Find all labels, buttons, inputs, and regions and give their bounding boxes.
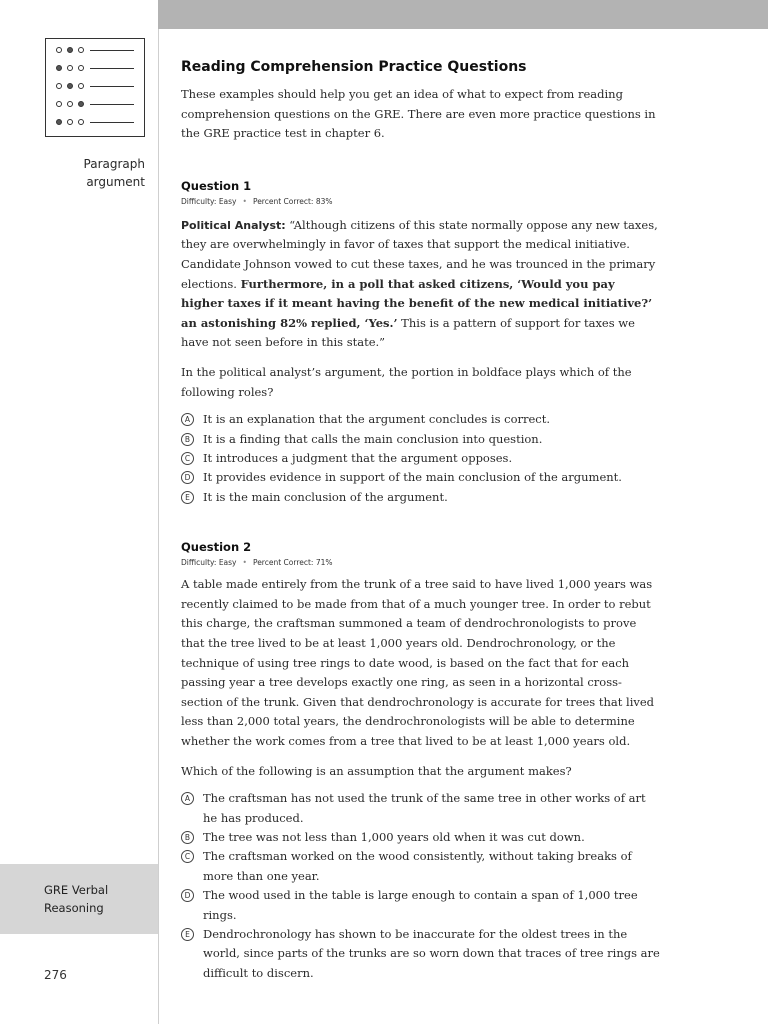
- choice-circle-icon: A: [181, 413, 194, 426]
- icon-row: [56, 118, 136, 128]
- question-prompt: Which of the following is an assumption that the argument makes?: [181, 763, 572, 778]
- icon-row: [56, 82, 136, 92]
- choice-circle-icon: C: [181, 452, 194, 465]
- question-passage: Political Analyst: “Although citizens of this state normally oppose any new taxes, they are overwhelmingly in favor of taxes that support the medical initiative. Candidate Johnson vowed to cut these taxes, and he was trounced in the primary elections. Furthermore, in a poll that asked citizens, ‘Would you pay higher taxes if it meant having the benefit of the new medical initiative?’ an astonishing 82% replied, ‘Yes.’ This is a pattern of support for taxes we have not seen before in this state.”: [181, 217, 658, 350]
- answer-choice[interactable]: A It is an explanation that the argument concludes is correct.: [181, 410, 661, 429]
- boldface-portion: Furthermore, in a poll that asked citizens, ‘Would you pay higher taxes if it meant having the benefit of the new medical initiative?’ an astonishing 82% replied, ‘Yes.’: [181, 276, 653, 330]
- section-label: Paragraph argument: [83, 157, 145, 189]
- question-heading: Question 1: [181, 178, 252, 193]
- answer-choice[interactable]: E Dendrochronology has shown to be inaccurate for the oldest trees in the world, since parts of the trunks are so worn down that traces of tree rings are difficult to discern.: [181, 925, 661, 983]
- question-prompt: In the political analyst’s argument, the portion in boldface plays which of the following roles?: [181, 364, 632, 399]
- answer-choice[interactable]: D It provides evidence in support of the main conclusion of the argument.: [181, 468, 661, 487]
- choice-circle-icon: E: [181, 928, 194, 941]
- chapter-tab-line: Reasoning: [44, 901, 104, 915]
- answer-choice[interactable]: C The craftsman worked on the wood consistently, without taking breaks of more than one year.: [181, 847, 661, 886]
- choice-circle-icon: B: [181, 433, 194, 446]
- paragraph-argument-icon: [45, 38, 145, 137]
- question-2: [181, 539, 661, 983]
- answer-choice[interactable]: C It introduces a judgment that the argument opposes.: [181, 449, 661, 468]
- answer-choices: [181, 410, 661, 507]
- header-bar: [158, 0, 768, 29]
- choice-circle-icon: D: [181, 889, 194, 902]
- question-heading: Question 2: [181, 540, 252, 555]
- answer-choice[interactable]: D The wood used in the table is large enough to contain a span of 1,000 tree rings.: [181, 886, 661, 925]
- choice-circle-icon: C: [181, 850, 194, 863]
- choice-circle-icon: A: [181, 792, 194, 805]
- icon-row: [56, 46, 136, 56]
- page-number: 276: [44, 968, 67, 982]
- answer-choices: [181, 789, 661, 983]
- icon-row: [56, 100, 136, 110]
- question-passage: A table made entirely from the trunk of a tree said to have lived 1,000 years was recently claimed to be made from that of a much younger tree. In order to rebut this charge, the craftsman summoned a team of dendrochronologists to prove that the tree lived to be at least 1,000 years old. Dendrochronology, or the technique of using tree rings to date wood, is based on the fact that for each passing year a tree develops exactly one ring, as seen in a horizontal cross-section of the trunk. Given that dendrochronology is accurate for trees that lived less than 2,000 total years, the dendrochronologists will be able to determine whether the work comes from a tree that lived to be at least 1,000 years old.: [181, 577, 655, 748]
- page-title: Reading Comprehension Practice Questions: [181, 59, 527, 75]
- choice-circle-icon: D: [181, 471, 194, 484]
- choice-circle-icon: E: [181, 491, 194, 504]
- choice-circle-icon: B: [181, 831, 194, 844]
- question-1: [181, 178, 661, 507]
- answer-choice[interactable]: B The tree was not less than 1,000 years old when it was cut down.: [181, 828, 661, 847]
- intro-paragraph: These examples should help you get an idea of what to expect from reading comprehension questions on the GRE. There are even more practice questions in the GRE practice test in chapter 6.: [181, 87, 656, 141]
- speaker-label: Political Analyst:: [181, 218, 286, 232]
- answer-choice[interactable]: A The craftsman has not used the trunk of the same tree in other works of art he has produced.: [181, 789, 661, 828]
- icon-row: [56, 64, 136, 74]
- chapter-tab: [0, 864, 158, 934]
- main-content: [181, 55, 661, 983]
- answer-choice[interactable]: E It is the main conclusion of the argument.: [181, 488, 661, 507]
- question-meta: Difficulty: Easy • Percent Correct: 71%: [181, 558, 333, 568]
- chapter-tab-line: GRE Verbal: [44, 883, 109, 897]
- sidebar-divider: [158, 29, 159, 1024]
- answer-choice[interactable]: B It is a finding that calls the main conclusion into question.: [181, 430, 661, 449]
- question-meta: Difficulty: Easy • Percent Correct: 83%: [181, 196, 333, 206]
